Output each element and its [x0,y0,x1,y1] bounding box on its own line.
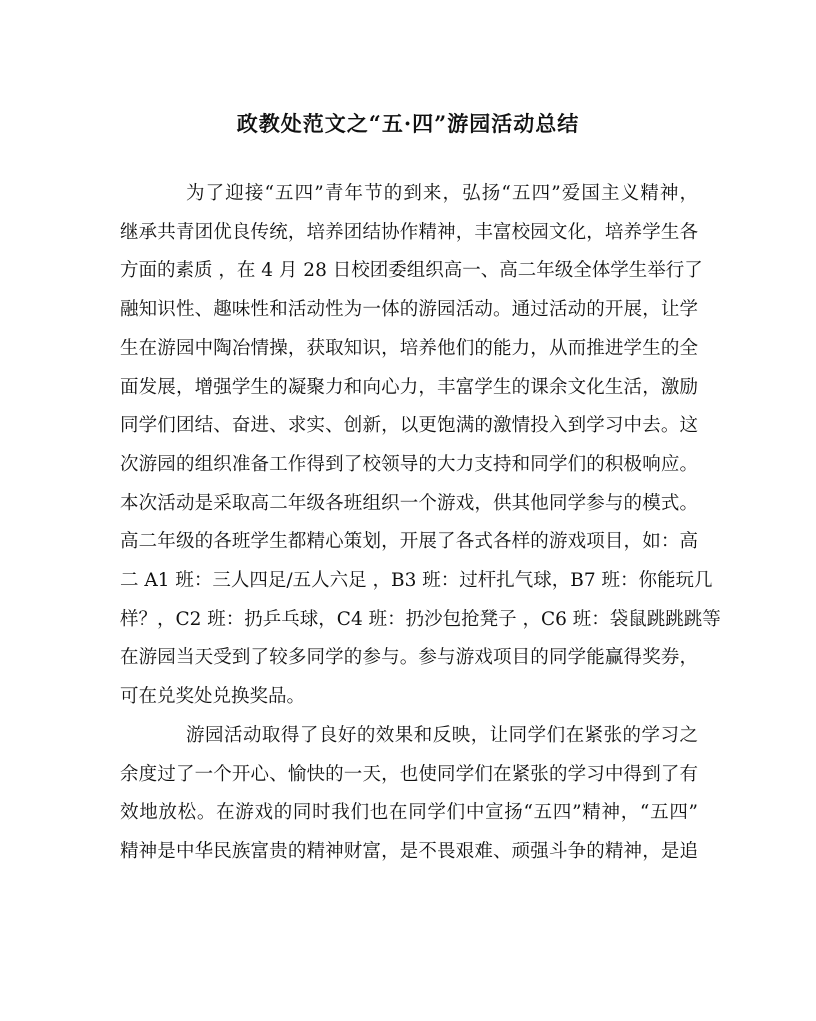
text-line: 二 A1 班：三人四足/五人六足 ，B3 班：过杆扎气球，B7 班：你能玩几 [120,570,713,592]
text-line: 同学们团结、奋进、求实、创新，以更饱满的激情投入到学习中去。这 [120,415,698,437]
text-line: 高二年级的各班学生都精心策划，开展了各式各样的游戏项目，如：高 [120,531,698,553]
document-body [120,175,721,872]
text-line: 继承共青团优良传统，培养团结协作精神，丰富校园文化，培养学生各 [120,221,698,243]
text-line: 融知识性、趣味性和活动性为一体的游园活动。通过活动的开展，让学 [120,299,698,321]
text-line: 样？，C2 班：扔乒乓球，C4 班：扔沙包抢凳子 ，C6 班：袋鼠跳跳跳等 [120,608,721,630]
text-line: 在游园当天受到了较多同学的参与。参与游戏项目的同学能赢得奖券， [120,647,698,669]
text-line: 为了迎接“五四”青年节的到来，弘扬“五四”爱国主义精神， [186,183,698,204]
text-line: 方面的素质 ，在 4 月 28 日校团委组织高一、高二年级全体学生举行了 [120,260,703,282]
text-line: 次游园的组织准备工作得到了校领导的大力支持和同学们的积极响应。 [120,453,698,475]
text-line: 生在游园中陶冶情操，获取知识，培养他们的能力，从而推进学生的全 [120,337,698,359]
paragraph-1 [120,175,721,717]
text-line: 面发展，增强学生的凝聚力和向心力，丰富学生的课余文化生活，激励 [120,376,698,398]
text-line: 效地放松。在游戏的同时我们也在同学们中宣扬“五四”精神，“五四” [120,802,698,824]
paragraph-2 [120,717,698,872]
text-line: 游园活动取得了良好的效果和反映，让同学们在紧张的学习之 [186,724,698,746]
document-title: 政教处范文之“五·四”游园活动总结 [236,111,580,136]
text-line: 精神是中华民族富贵的精神财富，是不畏艰难、顽强斗争的精神，是追 [120,840,698,862]
text-line: 可在兑奖处兑换奖品。 [120,686,306,708]
text-line: 本次活动是采取高二年级各班组织一个游戏，供其他同学参与的模式。 [120,492,698,514]
text-line: 余度过了一个开心、愉快的一天，也使同学们在紧张的学习中得到了有 [120,763,698,785]
